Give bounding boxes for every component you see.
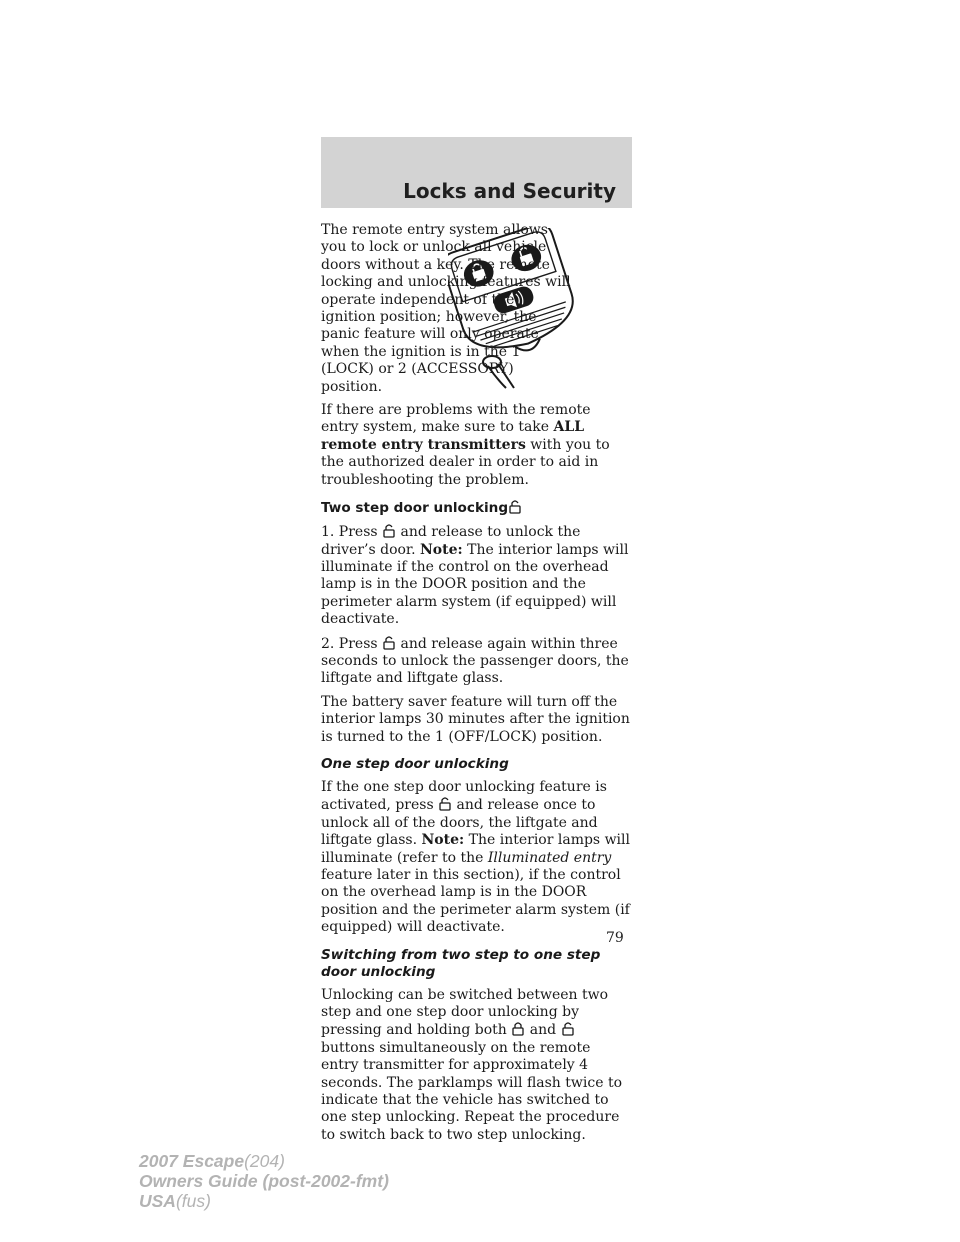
lock-icon <box>511 1021 525 1036</box>
unlock-icon <box>561 1021 575 1036</box>
step-one-paragraph: 1. Press and release to unlock the driver’s door. Note: The interior lamps will illuminate if the control on the overhead lamp is in the DOOR position and the perimeter alarm system (if equipped) will deactivate. <box>321 524 629 628</box>
step-two-paragraph: 2. Press and release again within three seconds to unlock the passenger doors, the liftgate and liftgate glass. <box>321 635 629 687</box>
header-band <box>321 137 632 208</box>
troubleshoot-paragraph: If there are problems with the remote entry system, make sure to take ALL remote entry transmitters with you to the authorized dealer in order to aid in troubleshooting the problem. <box>321 402 610 488</box>
intro-paragraph: The remote entry system allows you to lock or unlock all vehicle doors without a key. The remote locking and unlocking features will operate independent of the ignition position; however, the panic feature will only operate when the ignition is in the 1 (LOCK) or 2 (ACCESSORY) position. <box>321 222 571 395</box>
section-title: Locks and Security <box>403 179 616 203</box>
heading-one-step: One step door unlocking <box>321 755 509 772</box>
unlock-icon <box>382 523 396 538</box>
switching-paragraph: Unlocking can be switched between two step and one step door unlocking by pressing and holding both and buttons simultaneously on the remote entry transmitter for approximately 4 seconds. The parklamps will flash twice to indicate that the vehicle has switched to one step unlocking. Repeat the procedure to switch back to two step unlocking. <box>321 986 622 1143</box>
footer-line-2: Owners Guide (post-2002-fmt) <box>139 1171 389 1191</box>
unlock-icon <box>508 499 522 514</box>
heading-two-step: Two step door unlocking <box>321 499 632 517</box>
footer-line-3: USA(fus) <box>139 1191 211 1211</box>
heading-switching: Switching from two step to one step door unlocking <box>321 946 601 980</box>
battery-saver-paragraph: The battery saver feature will turn off the interior lamps 30 minutes after the ignition is turned to the 1 (OFF/LOCK) position. <box>321 693 630 745</box>
illuminated-entry-ref: Illuminated entry <box>487 849 612 866</box>
one-step-paragraph: If the one step door unlocking feature is activated, press and release once to unlock all of the doors, the liftgate and liftgate glass. Note: The interior lamps will illuminate (refer to the Illuminated entry feature later in this section), if the control on the overhead lamp is in the DOOR position and the perimeter alarm system (if equipped) will deactivate. <box>321 778 630 936</box>
page-number: 79 <box>606 930 624 946</box>
footer-line-1: 2007 Escape(204) <box>139 1151 285 1171</box>
page-content <box>321 222 632 1150</box>
unlock-icon <box>382 635 396 650</box>
emphasis-transmitters: ALL remote entry transmitters <box>321 419 585 453</box>
unlock-icon <box>438 796 452 811</box>
footer-metadata <box>139 1151 389 1211</box>
